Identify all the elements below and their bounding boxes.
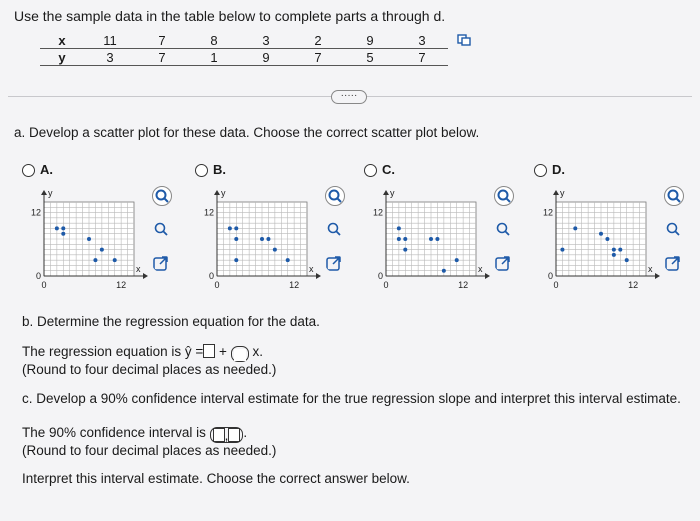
option-label: D. [552, 162, 565, 177]
option-a[interactable] [22, 162, 182, 332]
data-point [113, 258, 117, 262]
x-suffix: x. [252, 344, 263, 359]
table-row-x [40, 32, 448, 49]
data-point [234, 237, 238, 241]
x-axis-label: x [478, 264, 483, 274]
interval-suffix: . [243, 425, 248, 440]
plot-tools [323, 182, 347, 282]
scatter-plot-b [195, 182, 325, 292]
table-cell: 7 [136, 49, 188, 66]
y-axis-arrow [214, 190, 220, 195]
y-tick-label: 0 [547, 271, 553, 281]
y-tick-label: 12 [30, 207, 41, 218]
table-header-x: x [40, 32, 84, 49]
x-tick-label: 0 [383, 280, 389, 290]
table-cell: 11 [84, 32, 136, 49]
data-point [266, 237, 270, 241]
popout-icon[interactable] [494, 254, 512, 272]
x-axis-label: x [648, 264, 653, 274]
data-point [286, 258, 290, 262]
y-tick-label: 12 [372, 207, 383, 218]
interval-lower-input[interactable] [213, 428, 225, 442]
data-point [403, 248, 407, 252]
data-point [87, 237, 91, 241]
zoom-in-icon[interactable] [664, 186, 684, 206]
plot-tools [662, 182, 686, 282]
copy-icon[interactable] [457, 34, 471, 46]
data-point [605, 237, 609, 241]
table-cell: 9 [344, 32, 396, 49]
x-tick-label: 0 [214, 280, 220, 290]
y-tick-label: 0 [208, 271, 214, 281]
data-point [560, 248, 564, 252]
data-point [93, 258, 97, 262]
more-button[interactable]: ····· [331, 90, 367, 104]
popout-icon[interactable] [664, 254, 682, 272]
option-d[interactable] [534, 162, 694, 332]
zoom-out-icon[interactable] [152, 220, 170, 238]
data-point [442, 269, 446, 273]
y-axis-label: y [390, 188, 395, 198]
table-cell: 8 [188, 32, 240, 49]
radio-option-d[interactable] [534, 164, 547, 177]
table-cell: 3 [396, 32, 448, 49]
x-axis-arrow [143, 273, 148, 279]
option-label: C. [382, 162, 395, 177]
interval-upper-input[interactable] [228, 428, 240, 442]
data-point [234, 258, 238, 262]
radio-option-c[interactable] [364, 164, 377, 177]
table-cell: 7 [396, 49, 448, 66]
popout-icon[interactable] [152, 254, 170, 272]
table-row-y [40, 49, 448, 66]
x-axis-label: x [309, 264, 314, 274]
data-point [397, 237, 401, 241]
zoom-out-icon[interactable] [494, 220, 512, 238]
interpret-question: Interpret this interval estimate. Choose the correct answer below. [22, 471, 410, 486]
zoom-out-icon[interactable] [325, 220, 343, 238]
slope-input[interactable] [231, 346, 249, 362]
x-axis-arrow [485, 273, 490, 279]
y-tick-label: 0 [377, 271, 383, 281]
scatter-plot-a [22, 182, 152, 292]
data-point [625, 258, 629, 262]
interval-line [22, 425, 247, 443]
option-label: A. [40, 162, 53, 177]
slope-input-box [234, 349, 246, 361]
data-table [40, 32, 448, 66]
table-cell: 3 [84, 49, 136, 66]
regression-line [22, 344, 263, 362]
interval-prefix: The 90% confidence interval is [22, 425, 206, 440]
table-cell: 1 [188, 49, 240, 66]
data-point [397, 226, 401, 230]
radio-option-a[interactable] [22, 164, 35, 177]
data-point [100, 248, 104, 252]
data-point [234, 226, 238, 230]
yhat-symbol: ŷ = [184, 344, 204, 359]
zoom-in-icon[interactable] [494, 186, 514, 206]
scatter-plot-d [534, 182, 664, 292]
data-point [61, 226, 65, 230]
y-axis-arrow [41, 190, 47, 195]
y-axis-label: y [221, 188, 226, 198]
zoom-in-icon[interactable] [325, 186, 345, 206]
x-tick-label: 0 [41, 280, 47, 290]
round-note-c: (Round to four decimal places as needed.) [22, 443, 277, 458]
y-tick-label: 0 [35, 271, 41, 281]
y-axis-arrow [383, 190, 389, 195]
radio-option-b[interactable] [195, 164, 208, 177]
table-cell: 2 [292, 32, 344, 49]
instructions: Use the sample data in the table below to complete parts a through d. [14, 8, 446, 24]
x-tick-label: 12 [628, 280, 639, 290]
data-point [612, 253, 616, 257]
data-point [455, 258, 459, 262]
table-header-y: y [40, 49, 84, 66]
option-label: B. [213, 162, 226, 177]
table-cell: 5 [344, 49, 396, 66]
table-cell: 3 [240, 32, 292, 49]
option-c[interactable] [364, 162, 524, 332]
y-axis-arrow [553, 190, 559, 195]
data-point [429, 237, 433, 241]
table-cell: 7 [292, 49, 344, 66]
table-cell: 9 [240, 49, 292, 66]
interval-input[interactable] [210, 427, 244, 443]
x-tick-label: 12 [458, 280, 469, 290]
part-c-question: c. Develop a 90% confidence interval estimate for the true regression slope and interpret this interval estimate. [22, 391, 681, 406]
x-axis-arrow [316, 273, 321, 279]
table-cell: 7 [136, 32, 188, 49]
intercept-input[interactable] [203, 344, 215, 358]
data-point [573, 226, 577, 230]
part-a-question: a. Develop a scatter plot for these data. Choose the correct scatter plot below. [14, 125, 480, 140]
y-tick-label: 12 [542, 207, 553, 218]
part-b-question: b. Determine the regression equation for the data. [22, 314, 320, 329]
data-point [260, 237, 264, 241]
zoom-out-icon[interactable] [664, 220, 682, 238]
data-point [618, 248, 622, 252]
data-point [435, 237, 439, 241]
x-axis-arrow [655, 273, 660, 279]
data-point [55, 226, 59, 230]
round-note-b: (Round to four decimal places as needed.) [22, 362, 277, 377]
scatter-plot-c [364, 182, 494, 292]
data-point [403, 237, 407, 241]
data-point [61, 232, 65, 236]
x-tick-label: 0 [553, 280, 559, 290]
data-point [273, 248, 277, 252]
y-axis-label: y [48, 188, 53, 198]
data-point [599, 232, 603, 236]
plot-tools [492, 182, 516, 282]
data-point [612, 248, 616, 252]
y-axis-label: y [560, 188, 565, 198]
option-b[interactable] [195, 162, 355, 332]
popout-icon[interactable] [325, 254, 343, 272]
x-tick-label: 12 [116, 280, 127, 290]
interval-comma: , [224, 428, 229, 443]
x-axis-label: x [136, 264, 141, 274]
regression-prefix: The regression equation is [22, 344, 182, 359]
data-point [228, 226, 232, 230]
zoom-in-icon[interactable] [152, 186, 172, 206]
plot-tools [150, 182, 174, 282]
plus-sign: + [219, 344, 227, 359]
x-tick-label: 12 [289, 280, 300, 290]
y-tick-label: 12 [203, 207, 214, 218]
